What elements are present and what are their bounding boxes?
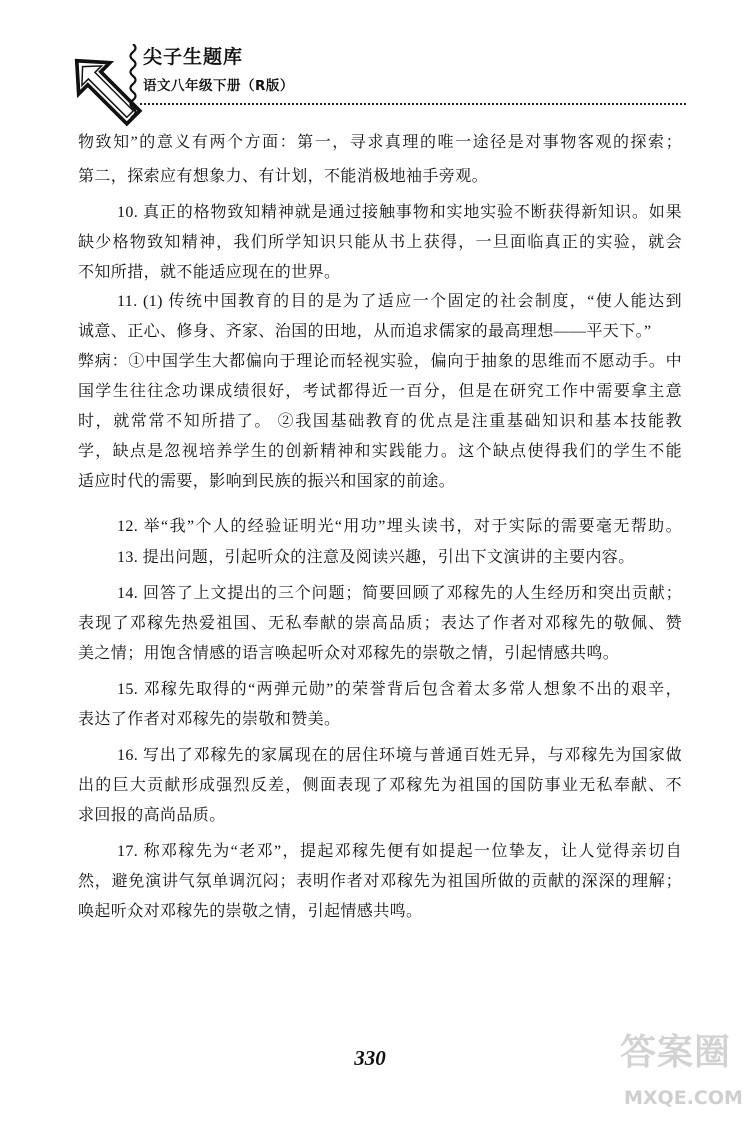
text-line: 表达了作者对邓稼先的崇敬和赞美。 [78,711,341,728]
text-line: 适应时代的需要，影响到民族的振兴和国家的前途。 [78,473,456,490]
wavy-divider [126,44,140,120]
text-line: 缺少格物致知精神，我们所学知识只能从书上获得，一旦面临真正的实验，就会 [78,234,682,251]
answer-paragraph-11 [78,287,682,497]
text-line: 美之情；用饱含情感的语言唤起听众对邓稼先的崇敬之情，引起情感共鸣。 [78,645,620,662]
text-line: 10. 真正的格物致知精神就是通过接触事物和实地实验不断获得新知识。如果 [117,204,682,221]
answer-paragraph-15 [78,675,682,735]
text-line: 国学生往往念功课成绩很好，考试都得近一百分，但是在研究工作中需要拿主意 [78,383,682,400]
answer-paragraph-16 [78,741,682,831]
answer-paragraph-17 [78,837,682,927]
text-line: 不知所措，就不能适应现在的世界。 [78,264,341,281]
watermark-site: MXQE.COM [624,1087,743,1109]
text-line: 时，就常常不知所措了。 ②我国基础教育的优点是注重基础知识和基本技能教 [78,413,682,430]
book-subtitle: 语文八年级下册（R版） [143,78,294,94]
text-line: 13. 提出问题，引起听众的注意及阅读兴趣，引出下文演讲的主要内容。 [117,549,635,566]
text-line: 唤起听众对邓稼先的崇敬之情，引起情感共鸣。 [78,903,423,920]
watermark-logo: 答案圈 [620,1032,732,1073]
text-line: 诚意、正心、修身、齐家、治国的田地，从而追求儒家的最高理想——平天下。” [78,323,652,340]
text-line: 然，避免演讲气氛单调沉闷；表明作者对邓稼先为祖国所做的贡献的深深的理解； [78,873,682,890]
page-number: 330 [354,1046,386,1070]
answer-paragraph-10 [78,198,682,288]
text-line: 17. 称邓稼先为“老邓”，提起邓稼先便有如提起一位挚友，让人觉得亲切自 [117,843,682,860]
text-line: 弊病：①中国学生大都偏向于理论而轻视实验，偏向于抽象的思维而不愿动手。中 [78,353,682,370]
text-line: 物致知”的意义有两个方面：第一，寻求真理的唯一途径是对事物客观的探索； [78,134,682,151]
answer-paragraph-13 [78,543,682,573]
answer-paragraph-14 [78,579,682,669]
series-title: 尖子生题库 [143,46,244,68]
header-dotted-rule [140,103,686,105]
text-line: 15. 邓稼先取得的“两弹元勋”的荣誉背后包含着太多常人想象不出的艰辛， [117,681,682,698]
answer-paragraph-continued [78,126,682,194]
answer-paragraph-12 [78,512,682,542]
text-line: 表现了邓稼先热爱祖国、无私奉献的崇高品质；表达了作者对邓稼先的敬佩、赞 [78,615,682,632]
text-line: 学，缺点是忽视培养学生的创新精神和实践能力。这个缺点使得我们的学生不能 [78,443,682,460]
text-line: 第二，探索应有想象力、有计划，不能消极地袖手旁观。 [78,168,489,185]
text-line: 14. 回答了上文提出的三个问题；简要回顾了邓稼先的人生经历和突出贡献； [117,585,682,602]
text-line: 出的巨大贡献形成强烈反差，侧面表现了邓稼先为祖国的国防事业无私奉献、不 [78,777,682,794]
text-line: 12. 举“我”个人的经验证明光“用功”埋头读书，对于实际的需要毫无帮助。 [117,518,682,535]
text-line: 求回报的高尚品质。 [78,807,226,824]
text-line: 16. 写出了邓稼先的家属现在的居住环境与普通百姓无异，与邓稼先为国家做 [117,747,682,764]
text-line: 11. (1) 传统中国教育的目的是为了适应一个固定的社会制度，“使人能达到 [117,293,682,310]
